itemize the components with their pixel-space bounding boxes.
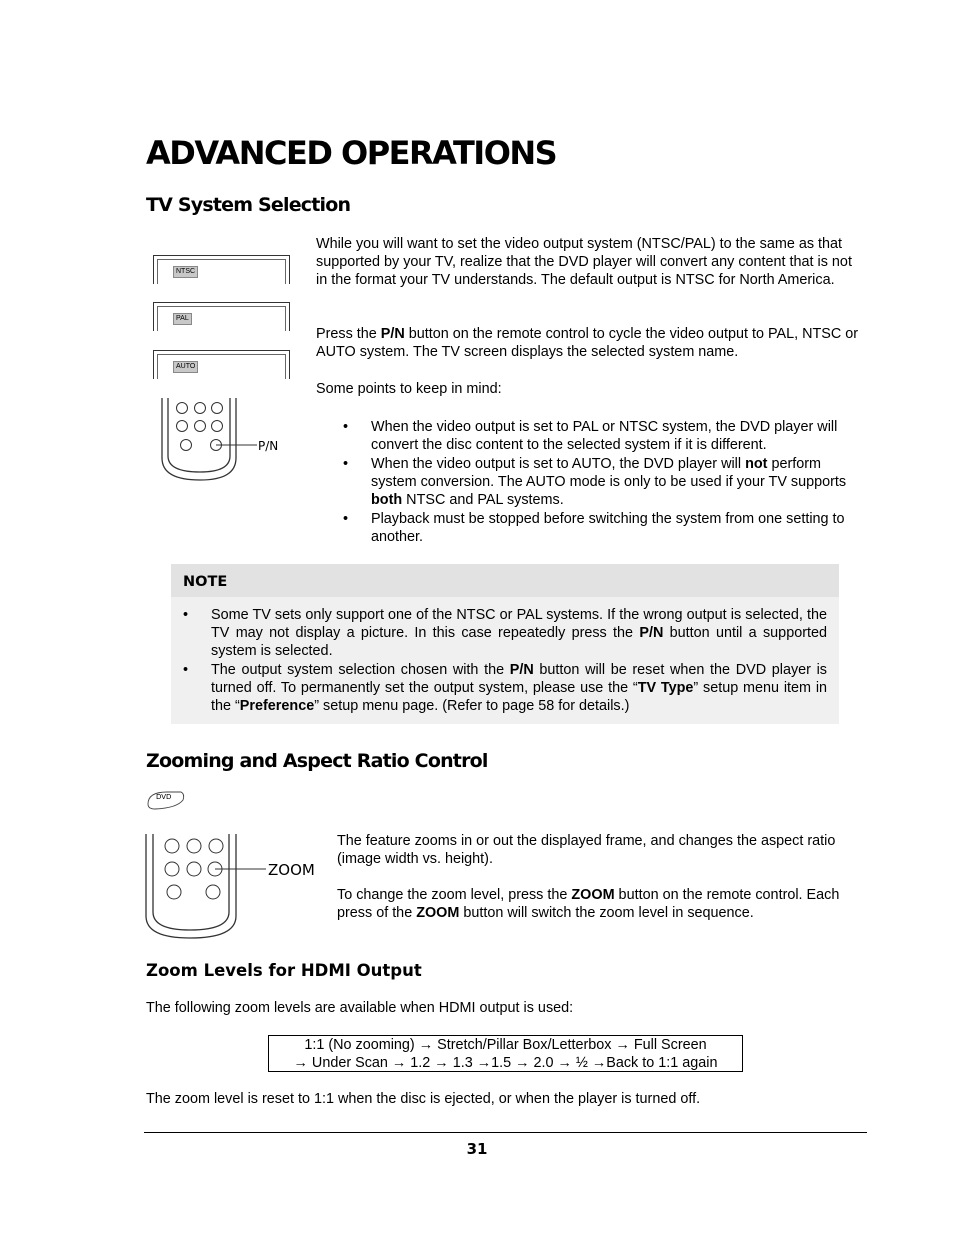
page-title: ADVANCED OPERATIONS <box>146 134 557 172</box>
zoom-paragraph-2: To change the zoom level, press the ZOOM button on the remote control. Each press of the ZOOM button will switch the zoom level in sequence. <box>337 887 840 921</box>
zoom-sequence-box <box>268 1035 743 1072</box>
zoom-paragraph-1: The feature zooms in or out the displayed frame, and changes the aspect ratio (image width vs. height). <box>337 833 836 867</box>
remote-label-zoom: ZOOM <box>268 861 315 879</box>
tv-screen-pal <box>153 302 290 331</box>
dvd-badge-icon <box>145 788 187 812</box>
zoom-reset-note: The zoom level is reset to 1:1 when the disc is ejected, or when the player is turned off. <box>146 1091 701 1107</box>
list-item: • Playback must be stopped before switching the system from one setting to another. <box>316 510 864 546</box>
dvd-badge-text: DVD <box>156 793 172 801</box>
zoom-sequence-line-2: → Under Scan → 1.2 → 1.3 →1.5 → 2.0 → ½ →Back to 1:1 again <box>293 1055 718 1071</box>
tv-press-paragraph: Press the P/N button on the remote control to cycle the video output to PAL, NTSC or AUTO system. The TV screen displays the selected system name. <box>316 326 859 360</box>
list-item: • When the video output is set to AUTO, the DVD player will not perform system conversion. The AUTO mode is only to be used if your TV supports both NTSC and PAL systems. <box>316 455 864 509</box>
tv-points-intro: Some points to keep in mind: <box>316 381 502 397</box>
screen-label-ntsc: NTSC <box>173 266 198 278</box>
screen-label-auto: AUTO <box>173 361 198 373</box>
tv-points-list <box>316 418 864 547</box>
tv-intro-paragraph: While you will want to set the video output system (NTSC/PAL) to the same as that supported by your TV, realize that the DVD player will convert any content that is not in the format your TV understands. The default output is NTSC for North America. <box>316 236 852 288</box>
footer-rule <box>144 1132 867 1133</box>
zoom-sequence-line-1: 1:1 (No zooming) → Stretch/Pillar Box/Letterbox → Full Screen <box>304 1037 707 1053</box>
list-item: • When the video output is set to PAL or NTSC system, the DVD player will convert the disc content to the selected system if it is different. <box>316 418 864 454</box>
tv-screen-ntsc <box>153 255 290 284</box>
remote-pn-illustration <box>160 396 290 484</box>
note-box <box>171 564 839 724</box>
remote-label-pn: P/N <box>258 439 279 453</box>
section-heading-zoom: Zooming and Aspect Ratio Control <box>146 750 488 772</box>
screen-label-pal: PAL <box>173 313 192 325</box>
list-item: • Some TV sets only support one of the NTSC or PAL systems. If the wrong output is selected, the TV may not display a picture. In this case repeatedly press the P/N button until a supported system is selected. <box>171 606 827 660</box>
tv-screen-auto <box>153 350 290 379</box>
section-heading-tv-system: TV System Selection <box>146 194 351 216</box>
note-header <box>171 564 839 597</box>
page-number: 31 <box>466 1140 488 1158</box>
remote-zoom-illustration <box>144 832 324 942</box>
hdmi-intro: The following zoom levels are available when HDMI output is used: <box>146 1000 574 1016</box>
note-list <box>171 606 827 716</box>
note-title: NOTE <box>183 574 228 590</box>
subsection-heading-hdmi: Zoom Levels for HDMI Output <box>146 961 422 980</box>
list-item: • The output system selection chosen with the P/N button will be reset when the DVD player is turned off. To permanently set the output system, please use the “TV Type” setup menu item in the “Preference” setup menu page. (Refer to page 58 for details.) <box>171 661 827 715</box>
